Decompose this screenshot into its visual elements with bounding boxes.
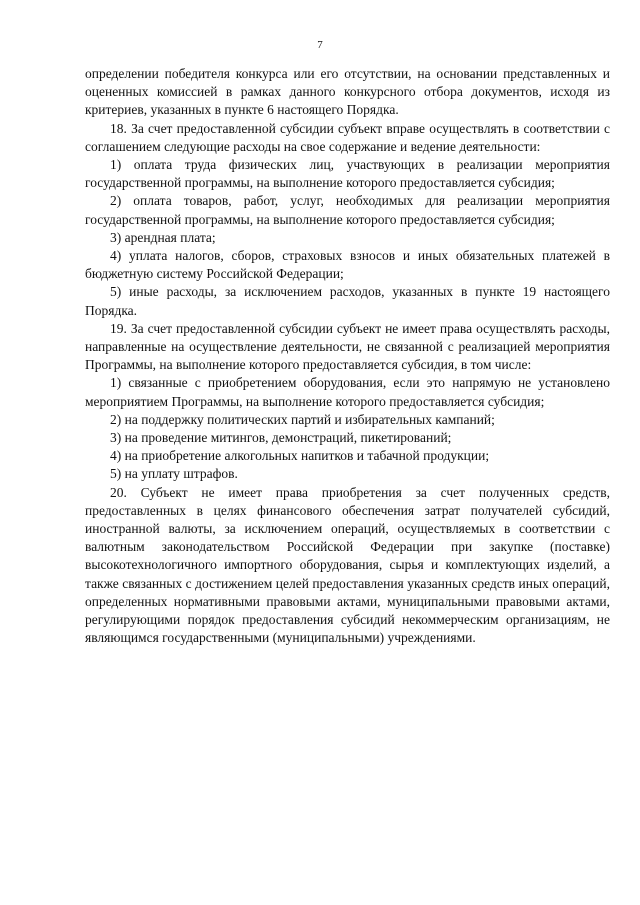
list-item: 2) оплата товаров, работ, услуг, необходимых для реализации мероприятия государственной программы, на выполнение которого предоставляется субсидия; [85, 193, 610, 227]
list-item: 5) иные расходы, за исключением расходов, указанных в пункте 19 настоящего Порядка. [85, 284, 610, 318]
list-item: 1) оплата труда физических лиц, участвующих в реализации мероприятия государственной программы, на выполнение которого предоставляется субсидия; [85, 157, 610, 191]
paragraph-item-18: 18. За счет предоставленной субсидии субъект вправе осуществлять в соответствии с соглашением следующие расходы на свое содержание и ведение деятельности: [85, 120, 610, 154]
list-item: 4) на приобретение алкогольных напитков и табачной продукции; [110, 448, 490, 464]
paragraph-item-20: 20. Субъект не имеет права приобретения за счет полученных средств, предоставленных в целях финансового обеспечения затрат получателей субсидий, иностранной валюты, за исключением операций, осуществляемых в соответствии с валютным законодательством Российской Федерации при закупке (поставке) высокотехнологичного импортного оборудования, сырья и комплектующих изделий, а также связанных с достижением целей предоставления указанных средств иных операций, определенных нормативными правовыми актами, муниципальными правовыми актами, регулирующими порядок предоставления субсидий некоммерческим организациям, не являющимся государственными (муниципальными) учреждениями. [85, 484, 610, 646]
document-body [85, 65, 610, 648]
list-item: 1) связанные с приобретением оборудования, если это напрямую не установлено мероприятием Программы, на выполнение которого предоставляется субсидия; [85, 375, 610, 409]
list-item: 2) на поддержку политических партий и избирательных кампаний; [110, 411, 495, 427]
paragraph-continuation: определении победителя конкурса или его отсутствии, на основании представленных и оцененных комиссией в рамках данного конкурсного отбора документов, исходя из критериев, указанных в пункте 6 настоящего Порядка. [85, 66, 610, 118]
list-item: 4) уплата налогов, сборов, страховых взносов и иных обязательных платежей в бюджетную систему Российской Федерации; [85, 248, 610, 282]
paragraph-item-19: 19. За счет предоставленной субсидии субъект не имеет права осуществлять расходы, направленные на осуществление деятельности, не связанной с реализацией мероприятия Программы, на выполнение которого предоставляется субсидия, в том числе: [85, 320, 610, 373]
page-number: 7 [317, 39, 323, 51]
list-item: 3) арендная плата; [110, 229, 216, 245]
list-item: 3) на проведение митингов, демонстраций, пикетирований; [110, 430, 452, 446]
list-item: 5) на уплату штрафов. [110, 466, 238, 482]
